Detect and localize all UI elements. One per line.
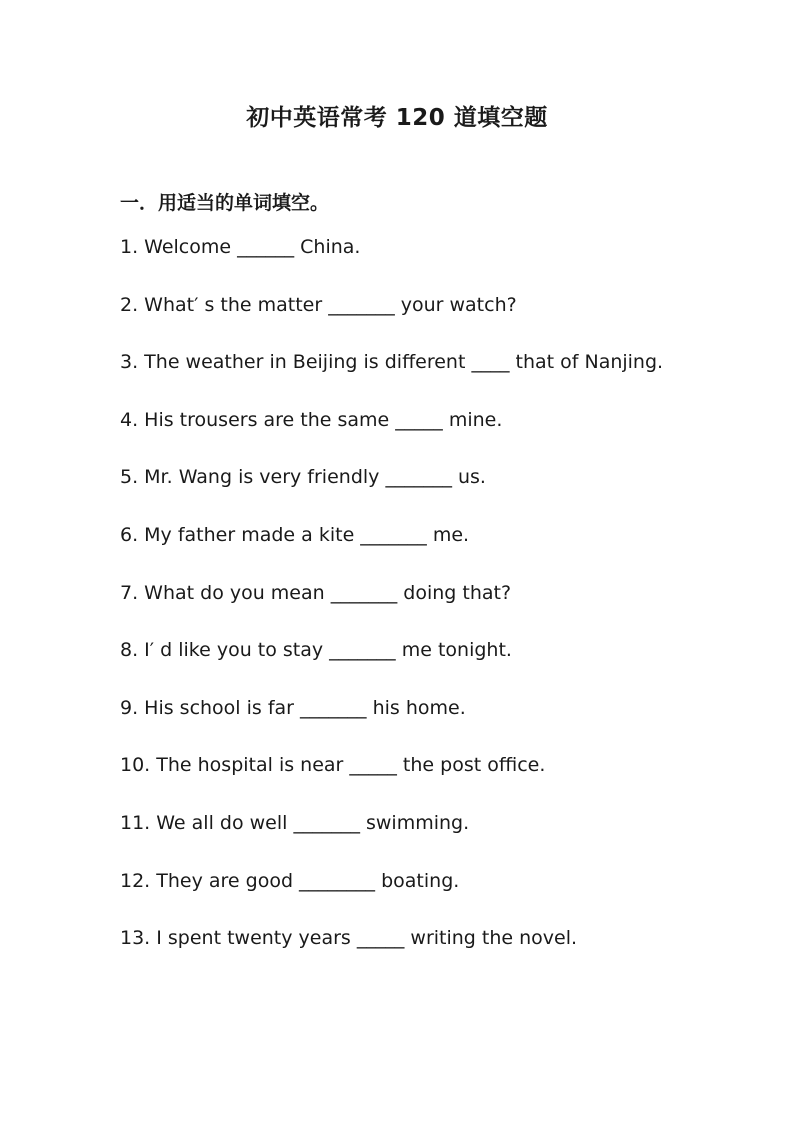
question-item: 13. I spent twenty years _____ writing the novel. bbox=[120, 927, 578, 950]
question-item: 1. Welcome ______ China. bbox=[120, 236, 361, 258]
question-item: 3. The weather in Beijing is different ____ that of Nanjing. bbox=[120, 351, 664, 374]
question-item: 7. What do you mean _______ doing that? bbox=[120, 581, 512, 604]
question-item: 9. His school is far _______ his home. bbox=[120, 696, 466, 719]
question-item: 10. The hospital is near _____ the post office. bbox=[120, 754, 546, 777]
question-item: 8. I′ d like you to stay _______ me tonight. bbox=[120, 639, 512, 662]
question-item: 2. What′ s the matter _______ your watch? bbox=[120, 293, 517, 316]
question-item: 5. Mr. Wang is very friendly _______ us. bbox=[120, 466, 486, 489]
question-item: 12. They are good ________ boating. bbox=[120, 869, 460, 892]
question-item: 11. We all do well _______ swimming. bbox=[120, 811, 470, 834]
question-item: 4. His trousers are the same _____ mine. bbox=[120, 408, 503, 431]
document-title: 初中英语常考 120 道填空题 bbox=[246, 105, 548, 131]
question-item: 6. My father made a kite _______ me. bbox=[120, 523, 470, 546]
section-heading: 一．用适当的单词填空。 bbox=[120, 192, 330, 214]
question-list bbox=[120, 226, 675, 975]
